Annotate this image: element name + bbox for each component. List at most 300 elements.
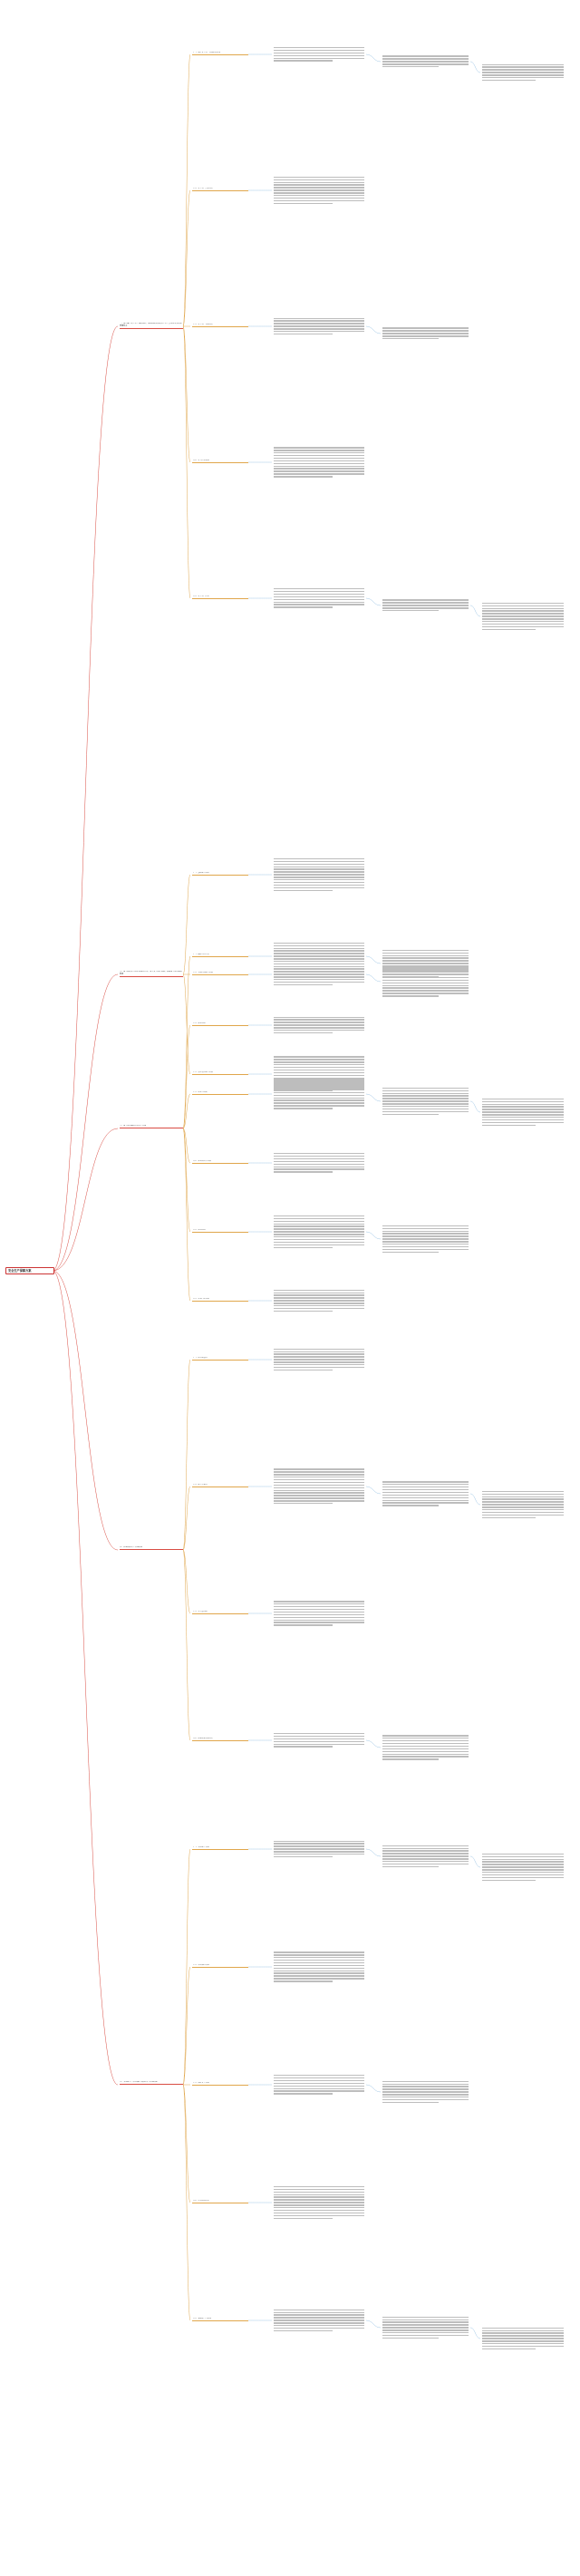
topic-node[interactable]: （一）项目安全生产管理组织机构: [192, 52, 248, 55]
text-line-placeholder: [382, 1751, 469, 1752]
text-line-placeholder: [274, 961, 364, 962]
text-line-placeholder: [482, 608, 564, 609]
text-line-placeholder: [274, 2218, 333, 2219]
text-line-placeholder: [482, 1496, 564, 1497]
detail-text-block: [382, 2316, 469, 2339]
text-line-placeholder: [274, 1156, 364, 1157]
detail-text-block: [382, 1225, 469, 1254]
text-line-placeholder: [274, 447, 364, 448]
text-line-placeholder: [382, 2332, 469, 2333]
branch-node[interactable]: 三、施工现场临时用电安全管理: [120, 1125, 183, 1128]
text-line-placeholder: [274, 1161, 364, 1162]
text-line-placeholder: [274, 1305, 364, 1306]
text-line-placeholder: [382, 1241, 469, 1242]
topic-node[interactable]: （五）现场照明: [192, 1229, 248, 1233]
text-line-placeholder: [274, 2194, 364, 2195]
text-line-placeholder: [382, 990, 469, 991]
text-line-placeholder: [382, 61, 469, 62]
topic-node[interactable]: （五）安全生产检查: [192, 596, 248, 599]
text-line-placeholder: [482, 1880, 536, 1881]
text-line-placeholder: [274, 1738, 364, 1739]
text-line-placeholder: [274, 328, 364, 329]
text-line-placeholder: [274, 885, 364, 886]
text-line-placeholder: [274, 1056, 364, 1057]
text-line-placeholder: [274, 179, 364, 180]
text-line-placeholder: [382, 63, 469, 64]
text-line-placeholder: [274, 876, 364, 877]
text-line-placeholder: [274, 476, 333, 477]
text-line-placeholder: [274, 1351, 364, 1352]
topic-node[interactable]: （一）基础施工阶段: [192, 872, 248, 876]
text-line-placeholder: [382, 2317, 469, 2318]
topic-link: [183, 974, 190, 1074]
detail-text-block: [274, 1601, 364, 1627]
text-line-placeholder: [274, 2186, 364, 2187]
text-line-placeholder: [382, 2329, 469, 2330]
text-line-placeholder: [382, 957, 469, 958]
leaf-link: [366, 1094, 381, 1101]
text-line-placeholder: [274, 948, 364, 949]
text-line-placeholder: [382, 1845, 469, 1846]
text-line-placeholder: [274, 1957, 364, 1958]
text-line-placeholder: [382, 1090, 469, 1091]
topic-node[interactable]: （二）施工升降机: [192, 1484, 248, 1487]
detail-text-block: [274, 1840, 364, 1858]
text-line-placeholder: [382, 335, 469, 336]
text-line-placeholder: [382, 1866, 439, 1867]
text-line-placeholder: [382, 995, 439, 996]
text-line-placeholder: [274, 868, 364, 869]
leaf-link: [470, 2328, 480, 2339]
text-line-placeholder: [382, 610, 439, 611]
text-line-placeholder: [274, 1503, 333, 1504]
text-line-placeholder: [382, 1225, 469, 1226]
text-line-placeholder: [274, 1215, 364, 1216]
text-line-placeholder: [482, 1106, 564, 1107]
text-line-placeholder: [274, 1620, 364, 1621]
text-line-placeholder: [274, 1353, 364, 1354]
text-line-placeholder: [482, 1504, 564, 1505]
topic-node[interactable]: （三）接地与防雷: [192, 1091, 248, 1095]
text-line-placeholder: [274, 1606, 364, 1607]
text-line-placeholder: [382, 1489, 469, 1490]
topic-node[interactable]: （五）事故报告与处理: [192, 2318, 248, 2321]
text-line-placeholder: [382, 1235, 469, 1236]
topic-node[interactable]: （一）文明施工管理: [192, 1846, 248, 1850]
leaf-link: [366, 326, 381, 334]
text-line-placeholder: [382, 1756, 469, 1757]
text-line-placeholder: [274, 591, 364, 592]
text-line-placeholder: [482, 66, 564, 67]
text-line-placeholder: [274, 1951, 364, 1952]
text-line-placeholder: [274, 1171, 333, 1172]
text-line-placeholder: [382, 1106, 469, 1107]
text-line-placeholder: [482, 1866, 564, 1867]
text-line-placeholder: [382, 1093, 469, 1094]
topic-link: [183, 190, 190, 326]
text-line-placeholder: [482, 1491, 564, 1492]
text-line-placeholder: [274, 1067, 364, 1068]
text-line-placeholder: [382, 1748, 469, 1749]
text-line-placeholder: [274, 1294, 364, 1295]
text-line-placeholder: [274, 1017, 364, 1018]
text-line-placeholder: [482, 74, 564, 75]
detail-text-block: [382, 949, 469, 978]
detail-text-block: [482, 602, 564, 631]
text-line-placeholder: [274, 1482, 364, 1483]
text-line-placeholder: [274, 2189, 364, 2190]
text-line-placeholder: [274, 879, 364, 880]
text-line-placeholder: [274, 473, 364, 474]
text-line-placeholder: [274, 2086, 364, 2087]
topic-node[interactable]: （二）环境保护措施: [192, 1964, 248, 1968]
text-line-placeholder: [274, 323, 364, 324]
text-line-placeholder: [482, 1498, 564, 1499]
detail-text-block: [274, 942, 364, 971]
text-line-placeholder: [274, 50, 364, 51]
main-branch-link: [53, 1128, 118, 1271]
text-line-placeholder: [274, 1968, 364, 1969]
text-line-placeholder: [382, 1492, 469, 1493]
text-line-placeholder: [274, 460, 364, 461]
text-line-placeholder: [274, 1297, 364, 1298]
text-line-placeholder: [274, 1308, 364, 1309]
text-line-placeholder: [274, 1843, 364, 1844]
detail-text-block: [382, 1845, 469, 1868]
text-line-placeholder: [382, 330, 469, 331]
topic-node[interactable]: （三）消防安全管理: [192, 2082, 248, 2086]
topic-node[interactable]: （四）应急救援预案: [192, 2200, 248, 2203]
leaf-link: [366, 598, 381, 605]
text-line-placeholder: [274, 969, 333, 970]
text-line-placeholder: [274, 606, 333, 607]
text-line-placeholder: [274, 1300, 364, 1301]
text-line-placeholder: [482, 1114, 564, 1115]
text-line-placeholder: [274, 2196, 364, 2197]
text-line-placeholder: [274, 1164, 364, 1165]
text-line-placeholder: [274, 958, 364, 959]
text-line-placeholder: [274, 971, 364, 972]
text-line-placeholder: [274, 1072, 364, 1073]
text-line-placeholder: [274, 1024, 364, 1025]
topic-link: [183, 1128, 190, 1301]
text-line-placeholder: [382, 1098, 469, 1099]
text-line-placeholder: [382, 953, 469, 954]
text-line-placeholder: [382, 2091, 469, 2092]
text-line-placeholder: [274, 1030, 364, 1031]
text-line-placeholder: [274, 1084, 364, 1085]
text-line-placeholder: [482, 2343, 564, 2344]
branch-node[interactable]: 四、机械设备安全管理措施: [120, 1546, 183, 1550]
text-line-placeholder: [382, 607, 469, 608]
text-line-placeholder: [482, 605, 564, 606]
text-line-placeholder: [482, 1111, 564, 1112]
topic-node[interactable]: （二）配电系统: [192, 1022, 248, 1026]
root-node[interactable]: 安全生产保障方案: [5, 1267, 54, 1274]
text-line-placeholder: [482, 69, 564, 70]
text-line-placeholder: [274, 1364, 364, 1365]
text-line-placeholder: [274, 887, 364, 888]
text-line-placeholder: [382, 1249, 469, 1250]
topic-node[interactable]: （三）安全生产管理制度: [192, 324, 248, 327]
text-line-placeholder: [274, 1102, 364, 1103]
detail-text-block: [274, 587, 364, 608]
detail-text-block: [274, 857, 364, 892]
text-line-placeholder: [482, 80, 536, 81]
text-line-placeholder: [482, 2330, 564, 2331]
text-line-placeholder: [274, 1095, 364, 1096]
text-line-placeholder: [274, 463, 364, 464]
topic-node[interactable]: （一）塔式起重机: [192, 1357, 248, 1361]
text-line-placeholder: [274, 1099, 364, 1100]
text-line-placeholder: [274, 1032, 333, 1033]
text-line-placeholder: [274, 318, 364, 319]
text-line-placeholder: [482, 626, 564, 627]
text-line-placeholder: [482, 1125, 536, 1126]
text-line-placeholder: [382, 2081, 469, 2082]
text-line-placeholder: [382, 1103, 469, 1104]
topic-node[interactable]: （二）安全生产责任制度: [192, 188, 248, 191]
detail-text-block: [482, 1098, 564, 1127]
text-line-placeholder: [274, 1234, 364, 1235]
text-line-placeholder: [482, 621, 564, 622]
text-line-placeholder: [382, 955, 469, 956]
text-line-placeholder: [274, 2314, 364, 2315]
text-line-placeholder: [382, 2099, 469, 2100]
text-line-placeholder: [274, 2210, 364, 2211]
text-line-placeholder: [482, 72, 564, 73]
text-line-placeholder: [274, 198, 364, 199]
text-line-placeholder: [382, 980, 469, 981]
detail-text-block: [482, 63, 564, 82]
text-line-placeholder: [274, 1492, 364, 1493]
main-branch-link: [53, 1271, 118, 2085]
text-line-placeholder: [274, 58, 364, 59]
text-line-placeholder: [274, 2083, 364, 2084]
text-line-placeholder: [274, 1497, 364, 1498]
topic-link: [183, 54, 190, 326]
text-line-placeholder: [274, 1027, 364, 1028]
text-line-placeholder: [382, 1746, 469, 1747]
text-line-placeholder: [274, 2317, 364, 2318]
text-line-placeholder: [274, 861, 364, 862]
text-line-placeholder: [382, 333, 469, 334]
text-line-placeholder: [382, 1848, 469, 1849]
text-line-placeholder: [382, 1484, 469, 1485]
topic-node[interactable]: （三）装饰装修施工阶段: [192, 1071, 248, 1075]
text-line-placeholder: [274, 1064, 364, 1065]
detail-text-block: [482, 1490, 564, 1519]
text-line-placeholder: [274, 594, 364, 595]
detail-text-block: [274, 447, 364, 479]
leaf-link: [366, 1849, 381, 1856]
text-line-placeholder: [274, 979, 364, 980]
detail-text-block: [274, 1215, 364, 1249]
text-line-placeholder: [274, 1311, 333, 1312]
text-line-placeholder: [274, 466, 364, 467]
detail-text-block: [382, 55, 469, 69]
leaf-link: [366, 1232, 381, 1239]
detail-text-block: [382, 599, 469, 613]
text-line-placeholder: [482, 618, 564, 619]
text-line-placeholder: [482, 1874, 564, 1875]
leaf-link: [366, 974, 381, 982]
topic-link: [183, 2085, 190, 2203]
text-line-placeholder: [274, 1089, 364, 1090]
text-line-placeholder: [274, 1848, 364, 1849]
text-line-placeholder: [274, 458, 364, 459]
text-line-placeholder: [382, 1233, 469, 1234]
text-line-placeholder: [274, 1105, 364, 1106]
detail-text-block: [382, 327, 469, 341]
text-line-placeholder: [274, 2215, 364, 2216]
topic-link: [183, 1849, 190, 2085]
text-line-placeholder: [274, 1487, 364, 1488]
text-line-placeholder: [382, 2086, 469, 2087]
text-line-placeholder: [482, 624, 564, 625]
text-line-placeholder: [382, 327, 469, 328]
text-line-placeholder: [274, 203, 333, 204]
text-line-placeholder: [382, 58, 469, 59]
text-line-placeholder: [274, 1741, 364, 1742]
text-line-placeholder: [274, 602, 364, 603]
text-line-placeholder: [482, 2335, 564, 2336]
topic-link: [183, 875, 190, 974]
text-line-placeholder: [382, 1500, 469, 1501]
text-line-placeholder: [482, 1861, 564, 1862]
text-line-placeholder: [482, 2346, 564, 2347]
leaf-link: [366, 2085, 381, 2092]
detail-text-block: [274, 2309, 364, 2332]
topic-node[interactable]: （一）临时用电方案: [192, 954, 248, 957]
text-line-placeholder: [382, 1114, 439, 1115]
text-line-placeholder: [382, 2327, 469, 2328]
topic-node[interactable]: （四）安全技术交底: [192, 460, 248, 463]
text-line-placeholder: [274, 1059, 364, 1060]
text-line-placeholder: [482, 610, 564, 611]
detail-text-block: [274, 1468, 364, 1506]
text-line-placeholder: [382, 1252, 439, 1253]
topic-node[interactable]: （三）中小型机械: [192, 1611, 248, 1614]
text-line-placeholder: [274, 953, 364, 954]
text-line-placeholder: [482, 2328, 564, 2329]
detail-text-block: [274, 46, 364, 62]
text-line-placeholder: [274, 1361, 364, 1362]
text-line-placeholder: [274, 2312, 364, 2313]
text-line-placeholder: [382, 1858, 469, 1859]
text-line-placeholder: [274, 1356, 364, 1357]
text-line-placeholder: [482, 1854, 564, 1855]
leaf-link: [470, 1494, 480, 1505]
text-line-placeholder: [382, 338, 439, 339]
text-line-placeholder: [482, 1859, 564, 1860]
text-line-placeholder: [274, 1244, 364, 1245]
text-line-placeholder: [482, 2348, 536, 2349]
text-line-placeholder: [274, 2090, 364, 2091]
text-line-placeholder: [274, 966, 364, 967]
text-line-placeholder: [274, 1841, 364, 1842]
text-line-placeholder: [274, 1359, 364, 1360]
topic-link: [183, 326, 190, 462]
text-line-placeholder: [274, 331, 364, 332]
detail-text-block: [274, 1079, 364, 1110]
text-line-placeholder: [482, 2332, 564, 2333]
text-line-placeholder: [274, 189, 364, 190]
text-line-placeholder: [274, 325, 364, 326]
text-line-placeholder: [274, 1609, 364, 1610]
text-line-placeholder: [274, 890, 333, 891]
text-line-placeholder: [274, 1980, 333, 1981]
detail-text-block: [382, 2080, 469, 2104]
topic-node[interactable]: （二）主体结构施工阶段: [192, 972, 248, 975]
text-line-placeholder: [382, 968, 469, 969]
text-line-placeholder: [274, 596, 364, 597]
text-line-placeholder: [482, 613, 564, 614]
text-line-placeholder: [382, 1740, 469, 1741]
text-line-placeholder: [382, 1088, 469, 1089]
text-line-placeholder: [482, 629, 536, 630]
text-line-placeholder: [382, 1231, 469, 1232]
text-line-placeholder: [274, 1225, 364, 1226]
branch-node[interactable]: 一、建立健全安全生产保障体系，明确各级人员的安全生产责任制度及相关管理要求: [120, 323, 182, 327]
branch-node[interactable]: 五、文明施工、环境保护及消防安全管理措施: [120, 2081, 183, 2085]
text-line-placeholder: [382, 1850, 469, 1851]
text-line-placeholder: [274, 1098, 364, 1099]
topic-node[interactable]: （六）用电档案管理: [192, 1298, 248, 1302]
leaf-link: [470, 1101, 480, 1112]
text-line-placeholder: [274, 945, 364, 946]
text-line-placeholder: [482, 77, 564, 78]
text-line-placeholder: [274, 1468, 364, 1469]
text-line-placeholder: [274, 1367, 364, 1368]
text-line-placeholder: [482, 1506, 564, 1507]
topic-node[interactable]: （四）配电箱及开关箱: [192, 1160, 248, 1164]
text-line-placeholder: [274, 2319, 364, 2320]
text-line-placeholder: [274, 2330, 333, 2331]
text-line-placeholder: [382, 1758, 439, 1759]
text-line-placeholder: [274, 1242, 364, 1243]
detail-text-block: [274, 1152, 364, 1173]
text-line-placeholder: [274, 1733, 364, 1734]
text-line-placeholder: [274, 1601, 364, 1602]
text-line-placeholder: [482, 1122, 564, 1123]
text-line-placeholder: [382, 1238, 469, 1239]
topic-node[interactable]: （四）机械设备管理制度: [192, 1738, 248, 1741]
topic-link: [183, 1967, 190, 2085]
text-line-placeholder: [482, 1104, 564, 1105]
text-line-placeholder: [382, 987, 469, 988]
text-line-placeholder: [382, 985, 469, 986]
text-line-placeholder: [274, 871, 364, 872]
text-line-placeholder: [274, 882, 364, 883]
text-line-placeholder: [274, 1614, 364, 1615]
detail-text-block: [274, 1289, 364, 1312]
text-line-placeholder: [382, 2321, 469, 2322]
text-line-placeholder: [274, 2207, 364, 2208]
text-line-placeholder: [274, 1975, 364, 1976]
text-line-placeholder: [382, 960, 469, 961]
text-line-placeholder: [274, 195, 364, 196]
text-line-placeholder: [274, 452, 364, 453]
text-line-placeholder: [482, 1501, 564, 1502]
text-line-placeholder: [274, 1231, 364, 1232]
text-line-placeholder: [274, 955, 364, 956]
text-line-placeholder: [274, 1247, 333, 1248]
text-line-placeholder: [274, 1087, 364, 1088]
text-line-placeholder: [382, 1502, 469, 1503]
branch-node[interactable]: 二、施工阶段安全防护措施及要求，落实安全防护设施，消除施工现场事故隐患: [120, 971, 182, 975]
text-line-placeholder: [482, 1117, 564, 1118]
